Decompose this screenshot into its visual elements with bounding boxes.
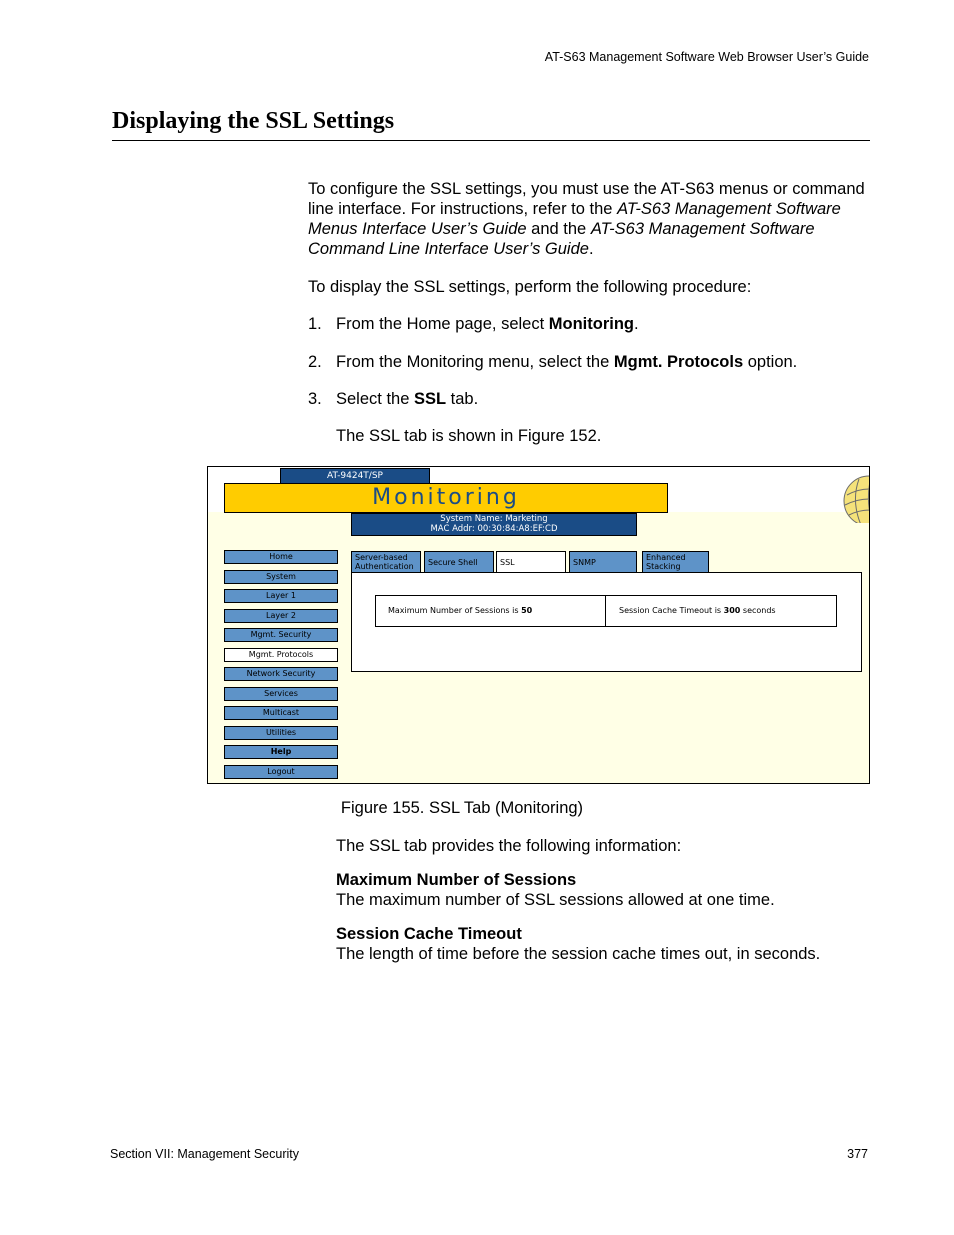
system-info-box bbox=[351, 513, 637, 536]
nav-utilities[interactable]: Utilities bbox=[224, 726, 338, 740]
step-text-end: tab. bbox=[446, 390, 479, 408]
device-name-label: AT-9424T/SP bbox=[280, 468, 430, 485]
step-text: From the Monitoring menu, select the bbox=[336, 353, 614, 371]
term-cache-timeout-desc: The length of time before the session cache times out, in seconds. bbox=[336, 945, 821, 963]
nav-multicast[interactable]: Multicast bbox=[224, 706, 338, 720]
step-text-end: option. bbox=[743, 353, 798, 371]
tab-ssl[interactable]: SSL bbox=[496, 551, 566, 574]
title-rule bbox=[112, 140, 870, 141]
nav-help[interactable]: Help bbox=[224, 745, 338, 759]
ssl-tab-screenshot bbox=[207, 466, 870, 784]
intro-text-c: . bbox=[588, 240, 594, 258]
running-header: AT-S63 Management Software Web Browser User’s Guide bbox=[544, 50, 869, 64]
footer-section: Section VII: Management Security bbox=[110, 1147, 299, 1161]
cli-guide-reference: AT-S63 Management Software Command Line Interface User’s Guide bbox=[308, 220, 815, 258]
nav-mgmt-protocols[interactable]: Mgmt. Protocols bbox=[224, 648, 338, 662]
intro-text-b: and the bbox=[526, 220, 591, 238]
max-sessions-label: Maximum Number of Sessions is bbox=[388, 606, 522, 615]
page-number: 377 bbox=[847, 1147, 868, 1161]
mac-address: MAC Addr: 00:30:84:A8:EF:CD bbox=[430, 524, 558, 534]
max-sessions-field bbox=[376, 596, 605, 626]
step-bold: Monitoring bbox=[548, 315, 634, 333]
step-text: Select the bbox=[336, 390, 414, 408]
cache-timeout-value: 300 bbox=[723, 606, 741, 615]
nav-system[interactable]: System bbox=[224, 570, 338, 584]
nav-home[interactable]: Home bbox=[224, 550, 338, 564]
tab-label-line2: Authentication bbox=[355, 562, 414, 571]
field-divider bbox=[605, 596, 606, 626]
menus-guide-reference: AT-S63 Management Software Menus Interface User’s Guide bbox=[308, 200, 841, 238]
max-sessions-value: 50 bbox=[521, 606, 533, 615]
term-cache-timeout: Session Cache Timeout bbox=[336, 925, 522, 943]
term-max-sessions-desc: The maximum number of SSL sessions allowed at one time. bbox=[336, 891, 775, 909]
step-1 bbox=[308, 314, 878, 334]
step-2 bbox=[308, 352, 878, 372]
cache-timeout-unit: seconds bbox=[740, 606, 776, 615]
nav-services[interactable]: Services bbox=[224, 687, 338, 701]
step-bold: Mgmt. Protocols bbox=[613, 353, 744, 371]
nav-mgmt-security[interactable]: Mgmt. Security bbox=[224, 628, 338, 642]
section-title: Displaying the SSL Settings bbox=[112, 108, 395, 134]
step-number: 3. bbox=[308, 390, 322, 408]
system-name: System Name: Marketing bbox=[440, 514, 548, 524]
step-bold: SSL bbox=[413, 390, 447, 408]
after-figure-text: The SSL tab provides the following information: bbox=[336, 837, 682, 855]
ssl-settings-box bbox=[375, 595, 837, 627]
tab-label-line1: Server-based bbox=[355, 553, 408, 562]
cache-timeout-field bbox=[607, 596, 836, 626]
cache-timeout-label: Session Cache Timeout is bbox=[619, 606, 724, 615]
intro-paragraph bbox=[308, 179, 878, 259]
tab-snmp[interactable]: SNMP bbox=[569, 551, 637, 572]
tab-secure-shell[interactable]: Secure Shell bbox=[424, 551, 494, 572]
nav-logout[interactable]: Logout bbox=[224, 765, 338, 779]
step-number: 2. bbox=[308, 353, 322, 371]
step-number: 1. bbox=[308, 315, 322, 333]
step-text-end: . bbox=[634, 315, 639, 333]
tab-label-line2: Stacking bbox=[646, 562, 681, 571]
step-text: From the Home page, select bbox=[336, 315, 549, 333]
step-3 bbox=[308, 389, 878, 409]
intro-text-a: To configure the SSL settings, you must use the AT-S63 menus or command line interface. For instructions, refer to the bbox=[308, 180, 865, 218]
tab-label-line1: Enhanced bbox=[646, 553, 686, 562]
term-max-sessions: Maximum Number of Sessions bbox=[336, 871, 577, 889]
monitoring-banner: Monitoring bbox=[224, 483, 668, 513]
nav-network-security[interactable]: Network Security bbox=[224, 667, 338, 681]
nav-layer-1[interactable]: Layer 1 bbox=[224, 589, 338, 603]
step-note: The SSL tab is shown in Figure 152. bbox=[336, 427, 602, 445]
tab-server-based-authentication[interactable] bbox=[351, 551, 421, 572]
figure-caption: Figure 155. SSL Tab (Monitoring) bbox=[340, 799, 584, 817]
globe-logo-icon bbox=[841, 475, 870, 523]
nav-layer-2[interactable]: Layer 2 bbox=[224, 609, 338, 623]
procedure-intro: To display the SSL settings, perform the following procedure: bbox=[308, 278, 752, 296]
tab-enhanced-stacking[interactable] bbox=[642, 551, 709, 572]
